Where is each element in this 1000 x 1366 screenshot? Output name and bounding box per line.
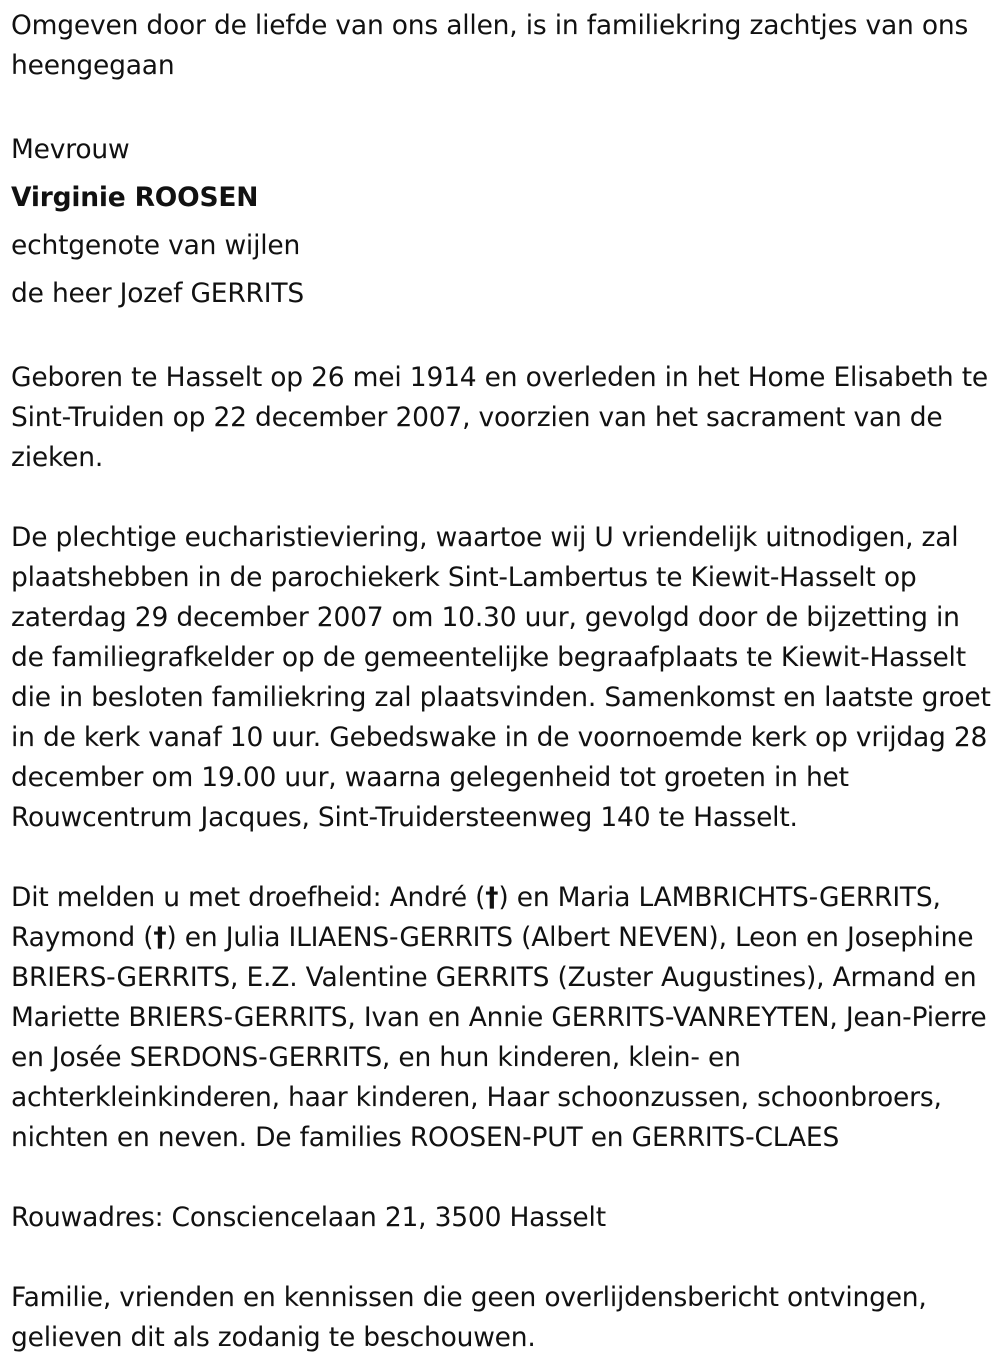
spacer: [11, 478, 996, 518]
cross-icon: †: [485, 882, 499, 913]
family-paragraph: [11, 878, 996, 1158]
relation-line-2: de heer Jozef GERRITS: [11, 278, 304, 309]
deceased-name: Virginie ROOSEN: [11, 182, 259, 213]
closing-paragraph: Familie, vrienden en kennissen die geen overlijdensbericht ontvingen, gelieven dit als zodanig te beschouwen.: [11, 1282, 927, 1353]
relation-line-1: echtgenote van wijlen: [11, 230, 301, 261]
mourning-address: Rouwadres: Consciencelaan 21, 3500 Hasselt: [11, 1202, 606, 1233]
spacer: [11, 1238, 996, 1278]
spacer: [11, 838, 996, 878]
cross-icon: †: [153, 922, 167, 953]
honorific: Mevrouw: [11, 134, 130, 165]
family-text-part-2: ) en Maria LAMBRICHTS-GERRITS, Raymond (: [11, 882, 941, 953]
intro-paragraph: Omgeven door de liefde van ons allen, is in familiekring zachtjes van ons heengegaan: [11, 10, 969, 81]
spacer: [11, 86, 996, 126]
family-text-part-1: Dit melden u met droefheid: André (: [11, 882, 486, 913]
birth-death-paragraph: Geboren te Hasselt op 26 mei 1914 en overleden in het Home Elisabeth te Sint-Truiden op 22 december 2007, voorzien van het sacrament van de zieken.: [11, 362, 989, 473]
obituary-notice: [11, 6, 996, 1358]
family-text-part-3: ) en Julia ILIAENS-GERRITS (Albert NEVEN), Leon en Josephine BRIERS-GERRITS, E.Z. Valentine GERRITS (Zuster Augustines), Armand en Mariette BRIERS-GERRITS, Ivan en Annie GERRITS-VANREYTEN, Jean-Pierre en Josée SERDONS-GERRITS, en hun kinderen, klein- en achterkleinkinderen, haar kinderen, Haar schoonzussen, schoonbroers, nichten en neven. De families ROOSEN-PUT en GERRITS-CLAES: [11, 922, 987, 1153]
spacer: [11, 318, 996, 358]
ceremony-paragraph: De plechtige eucharistieviering, waartoe wij U vriendelijk uitnodigen, zal plaatshebben in de parochiekerk Sint-Lambertus te Kiewit-Hasselt op zaterdag 29 december 2007 om 10.30 uur, gevolgd door de bijzetting in de familiegrafkelder op de gemeentelijke begraafplaats te Kiewit-Hasselt die in besloten familiekring zal plaatsvinden. Samenkomst en laatste groet in de kerk vanaf 10 uur. Gebedswake in de voornoemde kerk op vrijdag 28 december om 19.00 uur, waarna gelegenheid tot groeten in het Rouwcentrum Jacques, Sint-Truidersteenweg 140 te Hasselt.: [11, 522, 991, 833]
spacer: [11, 1158, 996, 1198]
